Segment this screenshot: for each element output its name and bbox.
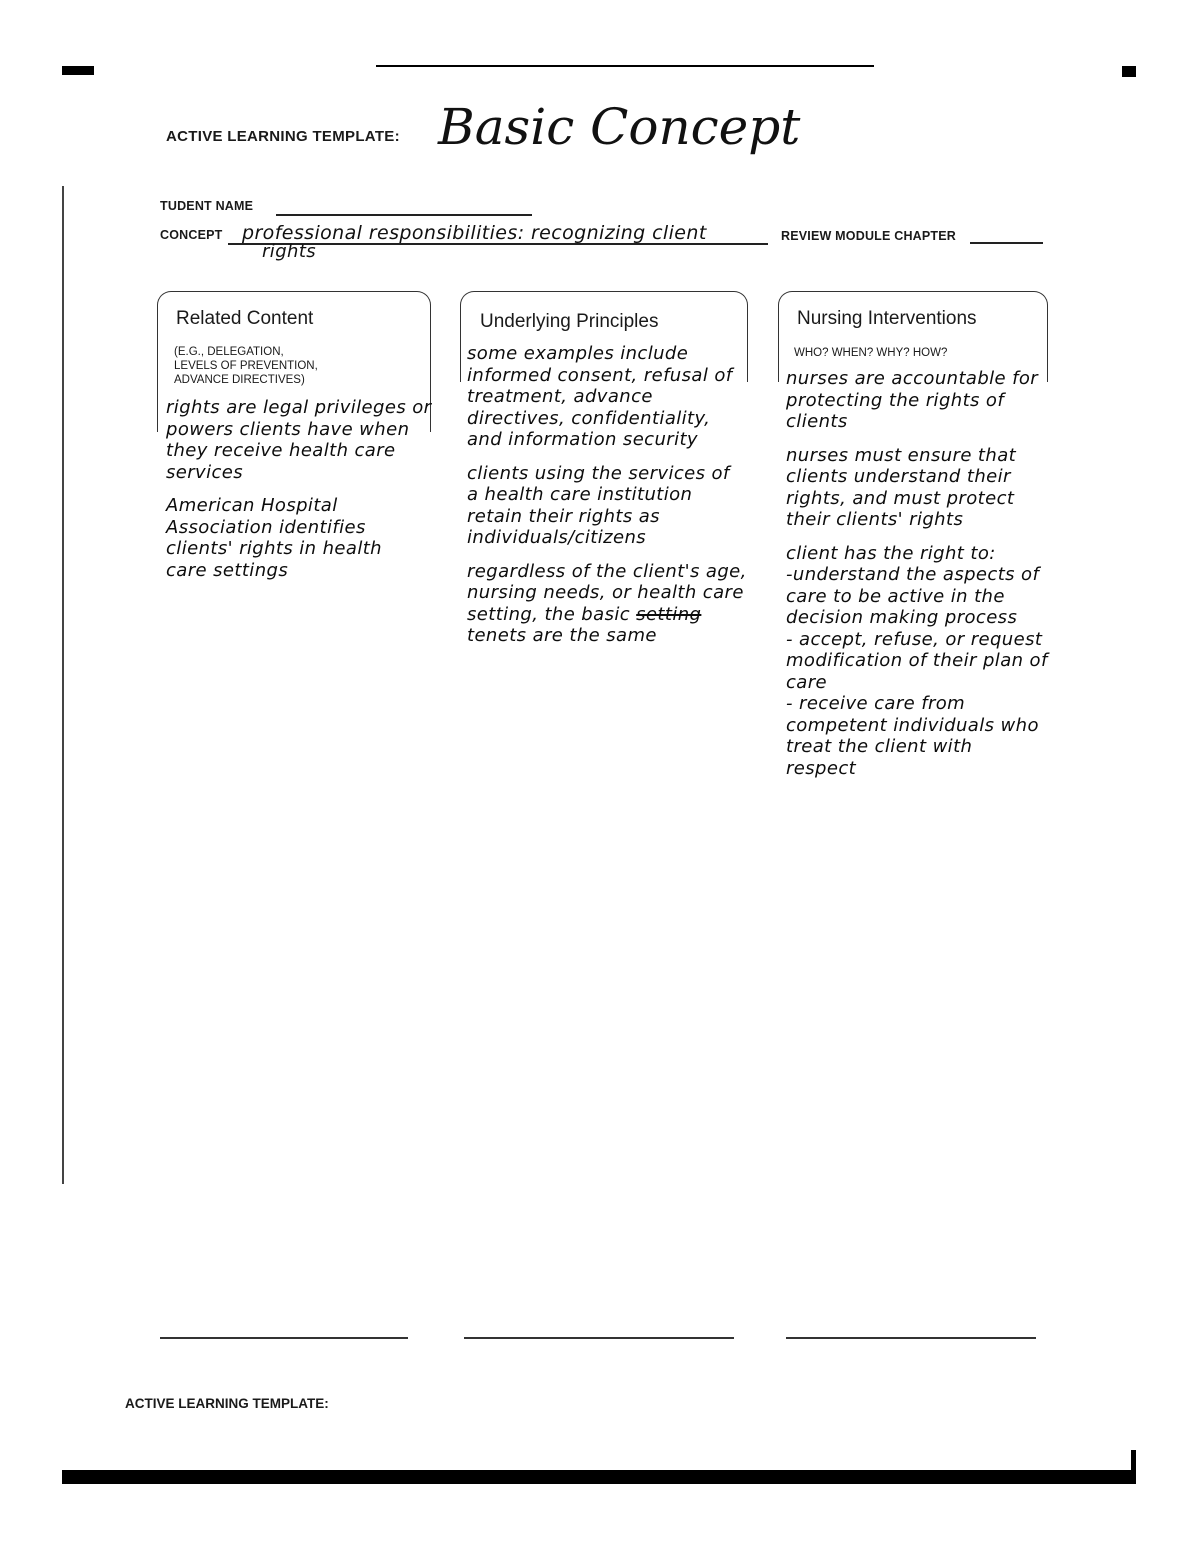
client-rights-intro: client has the right to: [786, 542, 996, 564]
client-rights-item-1: -understand the aspects of care to be active in the decision making process [786, 564, 1040, 628]
corner-mark-top-right [1122, 66, 1136, 77]
related-content-note-2: American Hospital Association identifies clients' rights in health care settings [166, 495, 382, 581]
column-3-bottom-rule [786, 1337, 1036, 1339]
bottom-bar [62, 1470, 1136, 1484]
nursing-interventions-subheading: WHO? WHEN? WHY? HOW? [794, 347, 948, 359]
related-content-heading: Related Content [176, 308, 314, 329]
top-rule [376, 65, 874, 67]
client-rights-item-2: - accept, refuse, or request modification of their plan of care [786, 628, 1048, 693]
review-module-field[interactable] [970, 242, 1043, 244]
concept-value-line1: professional responsibilities: recognizing client [242, 222, 707, 244]
underlying-principles-heading: Underlying Principles [480, 311, 659, 332]
concept-label: CONCEPT [160, 228, 223, 242]
nursing-interventions-notes [786, 368, 1048, 779]
column-1-bottom-rule [160, 1337, 408, 1339]
review-module-label: REVIEW MODULE CHAPTER [781, 229, 957, 243]
underlying-principles-note-2: clients using the services of a health care institution retain their rights as individuals/citizens [467, 462, 730, 548]
related-content-subheading: (E.G., DELEGATION, LEVELS OF PREVENTION, ADVANCE DIRECTIVES) [174, 346, 318, 386]
client-rights-item-3: - receive care from competent individuals who treat the client with respect [786, 693, 1039, 779]
nursing-interventions-note-2: nurses must ensure that clients understand their rights, and must protect their clients' rights [786, 444, 1017, 530]
left-edge-rule [62, 186, 64, 1184]
corner-mark-top-left [62, 66, 94, 75]
column-2-bottom-rule [464, 1337, 734, 1339]
related-content-notes [166, 397, 434, 593]
student-name-field[interactable] [276, 214, 532, 216]
template-title: Basic Concept [438, 98, 801, 156]
concept-value-line2: rights [262, 241, 317, 262]
footer-template-label: ACTIVE LEARNING TEMPLATE: [125, 1396, 329, 1411]
related-content-note-1: rights are legal privileges or powers clients have when they receive health care services [166, 397, 432, 483]
bottom-right-mark [1131, 1450, 1136, 1480]
nursing-interventions-note-1: nurses are accountable for protecting the rights of clients [786, 368, 1039, 432]
nursing-interventions-heading: Nursing Interventions [797, 308, 977, 329]
student-name-label: TUDENT NAME [160, 199, 254, 213]
underlying-principles-note-1: some examples include informed consent, refusal of treatment, advance directives, confidentiality, and information security [467, 343, 733, 450]
underlying-principles-note-3: regardless of the client's age, nursing needs, or health care setting, the basic setting tenets are the same [467, 560, 747, 646]
underlying-principles-notes [467, 343, 747, 659]
template-label: ACTIVE LEARNING TEMPLATE: [166, 128, 400, 145]
